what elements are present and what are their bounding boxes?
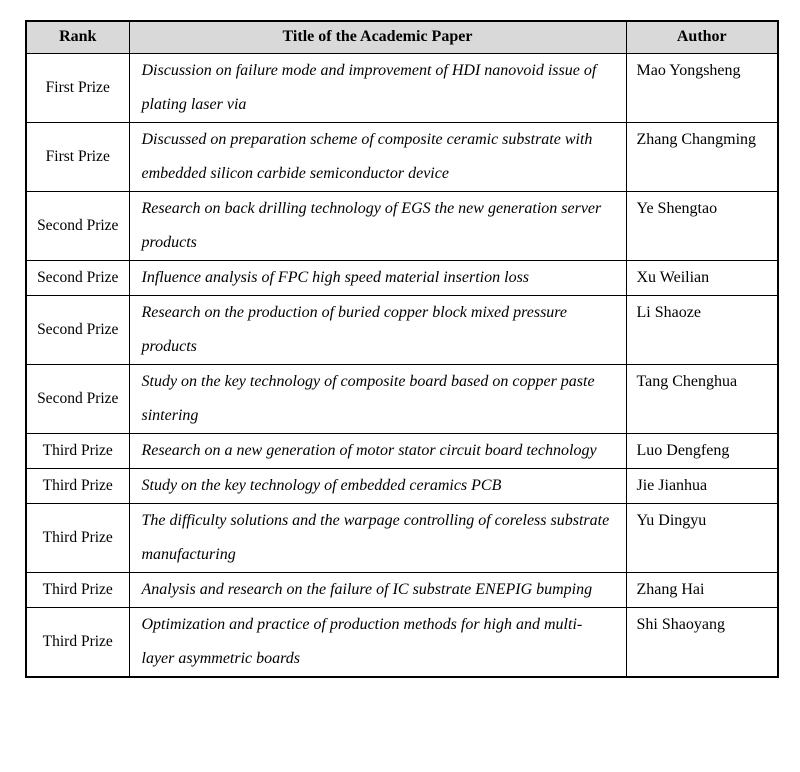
rank-cell: Third Prize <box>26 572 129 607</box>
table-row <box>26 503 778 572</box>
table-row <box>26 433 778 468</box>
header-rank: Rank <box>26 21 129 53</box>
header-paper-title: Title of the Academic Paper <box>129 21 626 53</box>
rank-cell: Second Prize <box>26 364 129 433</box>
paper-title-cell: Discussion on failure mode and improvement of HDI nanovoid issue of plating laser via <box>129 53 626 122</box>
table-row <box>26 53 778 122</box>
paper-title-cell: Optimization and practice of production methods for high and multi-layer asymmetric boards <box>129 607 626 677</box>
table-row <box>26 122 778 191</box>
author-cell: Yu Dingyu <box>626 503 778 572</box>
paper-title-cell: Discussed on preparation scheme of composite ceramic substrate with embedded silicon carbide semiconductor device <box>129 122 626 191</box>
rank-cell: Second Prize <box>26 260 129 295</box>
author-cell: Mao Yongsheng <box>626 53 778 122</box>
author-cell: Li Shaoze <box>626 295 778 364</box>
rank-cell: Second Prize <box>26 191 129 260</box>
rank-cell: First Prize <box>26 53 129 122</box>
table-row <box>26 468 778 503</box>
table-row <box>26 364 778 433</box>
paper-title-cell: Research on back drilling technology of EGS the new generation server products <box>129 191 626 260</box>
rank-cell: First Prize <box>26 122 129 191</box>
rank-cell: Third Prize <box>26 607 129 677</box>
table-row <box>26 260 778 295</box>
rank-cell: Third Prize <box>26 503 129 572</box>
rank-cell: Third Prize <box>26 468 129 503</box>
awards-table-container <box>25 20 779 678</box>
author-cell: Zhang Hai <box>626 572 778 607</box>
header-author: Author <box>626 21 778 53</box>
author-cell: Luo Dengfeng <box>626 433 778 468</box>
author-cell: Tang Chenghua <box>626 364 778 433</box>
table-row <box>26 572 778 607</box>
author-cell: Zhang Changming <box>626 122 778 191</box>
paper-title-cell: Influence analysis of FPC high speed material insertion loss <box>129 260 626 295</box>
paper-title-cell: Analysis and research on the failure of IC substrate ENEPIG bumping <box>129 572 626 607</box>
paper-title-cell: The difficulty solutions and the warpage controlling of coreless substrate manufacturing <box>129 503 626 572</box>
author-cell: Xu Weilian <box>626 260 778 295</box>
paper-title-cell: Study on the key technology of embedded ceramics PCB <box>129 468 626 503</box>
paper-title-cell: Research on a new generation of motor stator circuit board technology <box>129 433 626 468</box>
author-cell: Ye Shengtao <box>626 191 778 260</box>
paper-title-cell: Research on the production of buried copper block mixed pressure products <box>129 295 626 364</box>
awards-table <box>25 20 779 678</box>
rank-cell: Third Prize <box>26 433 129 468</box>
rank-cell: Second Prize <box>26 295 129 364</box>
table-body <box>26 53 778 677</box>
paper-title-cell: Study on the key technology of composite board based on copper paste sintering <box>129 364 626 433</box>
table-row <box>26 191 778 260</box>
author-cell: Shi Shaoyang <box>626 607 778 677</box>
table-row <box>26 295 778 364</box>
header-row <box>26 21 778 53</box>
table-row <box>26 607 778 677</box>
author-cell: Jie Jianhua <box>626 468 778 503</box>
